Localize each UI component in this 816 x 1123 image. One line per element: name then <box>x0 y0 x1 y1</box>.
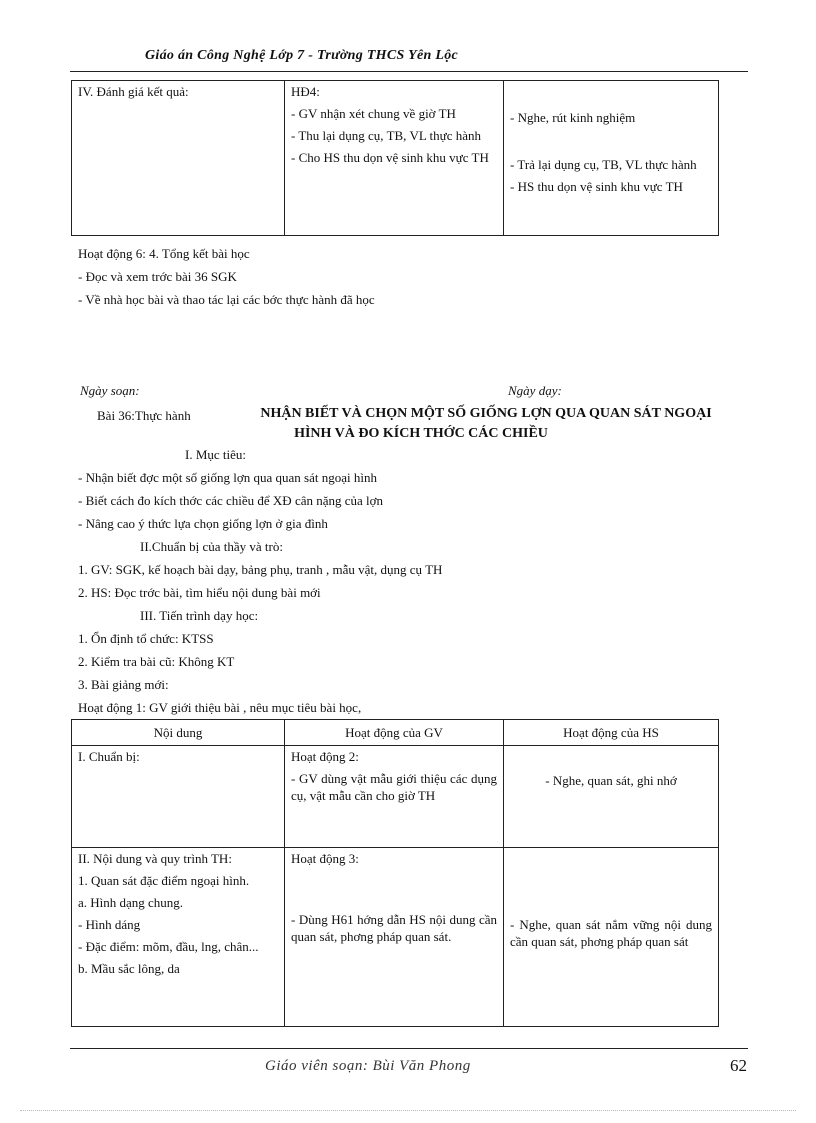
cell-text: - Cho HS thu dọn vệ sinh khu vực TH <box>291 150 489 165</box>
table-cell <box>285 848 504 1027</box>
table-cell <box>504 848 719 1027</box>
column-header: Hoạt động của HS <box>504 720 719 746</box>
table-row <box>72 81 719 236</box>
cell-text: I. Chuẩn bị: <box>78 749 140 764</box>
text-line: 3. Bài giảng mới: <box>78 677 169 692</box>
page-edge <box>20 1110 796 1111</box>
cell-text: Hoạt động 3: <box>291 851 359 866</box>
date-taught: Ngày dạy: <box>508 383 562 398</box>
cell-text: b. Mầu sắc lông, da <box>78 961 180 976</box>
activity-6-line: Hoạt động 6: 4. Tổng kết bài học <box>78 246 250 261</box>
text-line: 2. HS: Đọc trớc bài, tìm hiểu nội dung bài mới <box>78 585 321 600</box>
table-cell <box>72 848 285 1027</box>
text-line: - Đọc và xem trớc bài 36 SGK <box>78 269 237 284</box>
cell-text: - Thu lại dụng cụ, TB, VL thực hành <box>291 128 481 143</box>
cell-text: IV. Đánh giá kết quả: <box>78 84 189 99</box>
table-row <box>72 746 719 848</box>
column-header: Hoạt động của GV <box>285 720 504 746</box>
text-line: Hoạt động 1: GV giới thiệu bài , nêu mục tiêu bài học, <box>78 700 362 715</box>
table-cell <box>72 81 285 236</box>
table-header-row <box>72 720 719 746</box>
table-cell <box>504 81 719 236</box>
cell-text: 1. Quan sát đặc điểm ngoại hình. <box>78 873 250 888</box>
cell-text: - GV nhận xét chung về giờ TH <box>291 106 456 121</box>
lesson-title <box>216 404 736 444</box>
cell-text: - Nghe, quan sát nắm vững nội dung cần quan sát, phơng pháp quan sát <box>510 917 712 949</box>
cell-text: - HS thu dọn vệ sinh khu vực TH <box>510 179 683 194</box>
table-cell <box>72 746 285 848</box>
cell-text: - Đặc điểm: mõm, đầu, lng, chân... <box>78 939 259 954</box>
cell-text: - Nghe, rút kinh nghiệm <box>510 110 636 125</box>
section-heading: III. Tiến trình dạy học: <box>140 608 259 623</box>
date-prepared: Ngày soạn: <box>80 383 140 398</box>
text-line: - Biết cách đo kích thớc các chiều để XĐ cân nặng của lợn <box>78 493 384 508</box>
lesson-title-line: NHẬN BIẾT VÀ CHỌN MỘT SỐ GIỐNG LỢN QUA QUAN SÁT NGOẠI <box>260 406 712 421</box>
text-line: 2. Kiểm tra bài cũ: Không KT <box>78 654 235 669</box>
section-heading: I. Mục tiêu: <box>185 447 247 462</box>
cell-text: - Nghe, quan sát, ghi nhớ <box>545 773 677 788</box>
cell-text: a. Hình dạng chung. <box>78 895 184 910</box>
table-cell <box>504 746 719 848</box>
text-line: - Nâng cao ý thức lựa chọn giống lợn ở gia đình <box>78 516 328 531</box>
footer-rule <box>70 1048 748 1049</box>
table-cell <box>285 746 504 848</box>
cell-text: - GV dùng vật mẫu giới thiệu các dụng cụ, vật mẫu cần cho giờ TH <box>291 771 497 803</box>
text-line: 1. GV: SGK, kế hoạch bài dạy, bảng phụ, tranh , mẫu vật, dụng cụ TH <box>78 562 443 577</box>
page-header: Giáo án Công Nghệ Lớp 7 - Trường THCS Yên Lộc <box>145 48 459 63</box>
cell-text: HĐ4: <box>291 84 320 99</box>
footer-author: Giáo viên soạn: Bùi Văn Phong <box>265 1058 471 1074</box>
cell-text: - Trả lại dụng cụ, TB, VL thực hành <box>510 157 697 172</box>
header-rule <box>70 71 748 72</box>
table-cell <box>285 81 504 236</box>
section-heading: II.Chuẩn bị của thầy và trò: <box>140 539 283 554</box>
text-line: - Về nhà học bài và thao tác lại các bớc thực hành đã học <box>78 292 375 307</box>
page-number: 62 <box>730 1056 747 1075</box>
cell-text: II. Nội dung và quy trình TH: <box>78 851 232 866</box>
lesson-table <box>71 719 719 1027</box>
cell-text: - Dùng H61 hớng dẫn HS nội dung cần quan sát, phơng pháp quan sát. <box>291 912 497 944</box>
table-row <box>72 848 719 1027</box>
cell-text: - Hình dáng <box>78 917 141 932</box>
text-line: - Nhận biết đợc một số giống lợn qua quan sát ngoại hình <box>78 470 377 485</box>
cell-text: Hoạt động 2: <box>291 749 359 764</box>
lesson-title-line: HÌNH VÀ ĐO KÍCH THỚC CÁC CHIỀU <box>294 426 548 441</box>
lesson-prefix: Bài 36:Thực hành <box>97 408 191 423</box>
column-header: Nội dung <box>72 720 285 746</box>
text-line: 1. Ổn định tổ chức: KTSS <box>78 631 214 646</box>
evaluation-table <box>71 80 719 236</box>
